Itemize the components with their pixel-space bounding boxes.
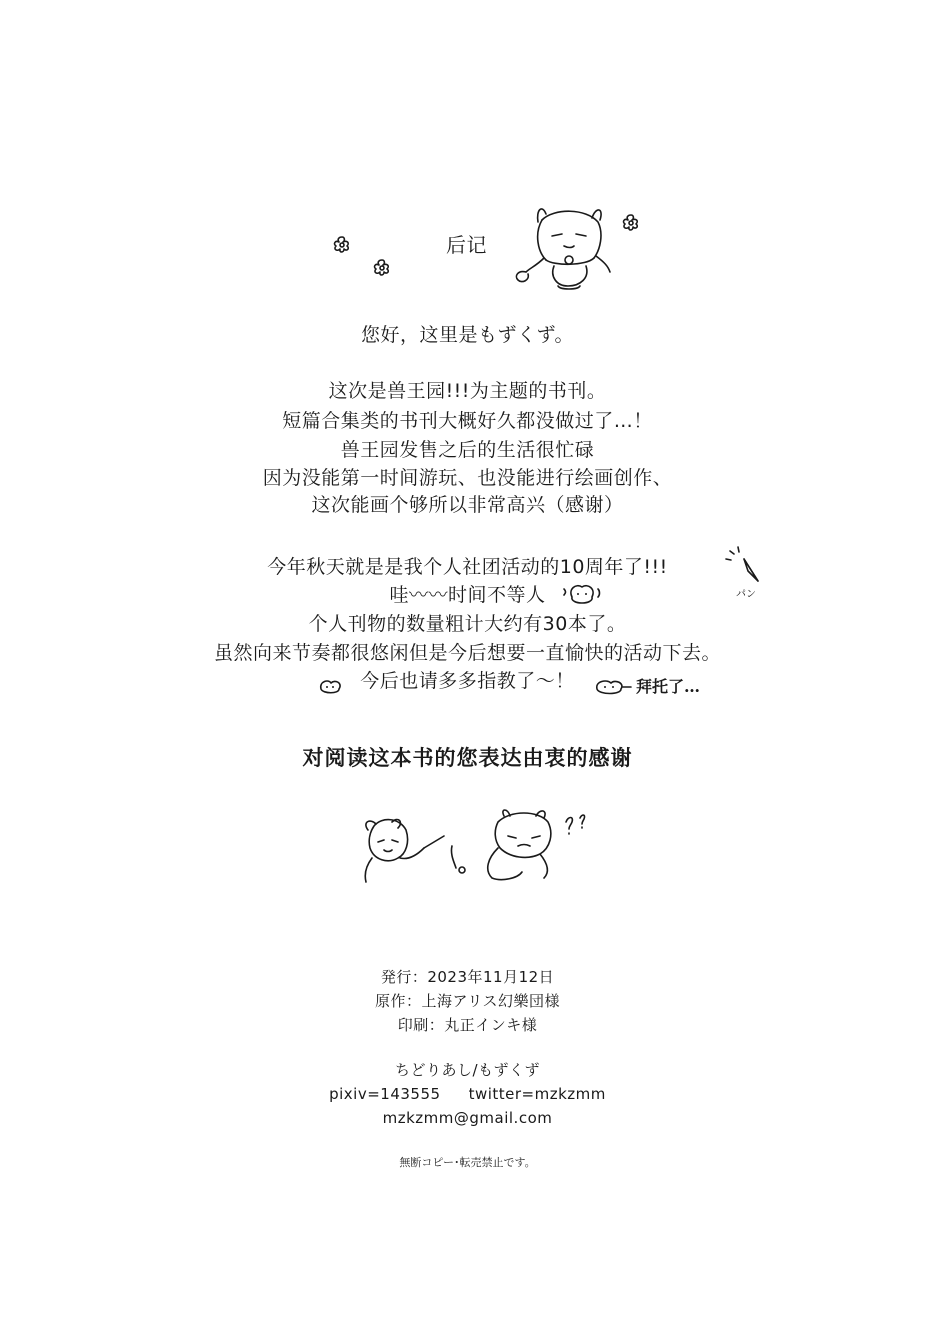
- paragraph-line: 个人刊物的数量粗计大约有30本了。: [308, 613, 627, 635]
- paragraph-line: 兽王园发售之后的生活很忙碌: [340, 439, 595, 461]
- blob-face-icon: [562, 581, 602, 609]
- character-doodle: [508, 200, 616, 292]
- party-popper-icon: [724, 545, 764, 585]
- circle-name: ちどりあし/もずくず: [394, 1061, 541, 1079]
- social-accounts: [0, 1082, 935, 1106]
- character-doodle: [352, 808, 602, 888]
- paragraph-line: 哇〰〰时间不等人: [389, 584, 546, 606]
- paragraph-line: 今年秋天就是是我个人社团活动的10周年了!!!: [267, 556, 668, 578]
- page-title: 后记: [446, 233, 487, 257]
- pixiv-id: pixiv=143555: [329, 1085, 441, 1103]
- paragraph-line: 虽然向来节奏都很悠闲但是今后想要一直愉快的活动下去。: [213, 642, 721, 664]
- sfx-pan: パン: [736, 589, 756, 600]
- twitter-id: twitter=mzkzmm: [468, 1085, 606, 1103]
- copy-notice: 無断コピー･転売禁止です。: [399, 1156, 536, 1169]
- thanks-line: 对阅读这本书的您表达由衷的感谢: [302, 745, 633, 770]
- paragraph-line: 这次是兽王园!!!为主题的书刊。: [328, 380, 607, 402]
- flower-icon: [620, 212, 642, 234]
- flower-icon: [371, 257, 393, 279]
- flower-icon: [331, 234, 353, 256]
- sfx-bai: 拜托了…: [636, 677, 701, 696]
- email: mzkzmm@gmail.com: [382, 1109, 553, 1127]
- paragraph-line: 这次能画个够所以非常高兴（感谢）: [311, 494, 624, 516]
- blob-face-icon: [317, 677, 343, 695]
- greeting: 您好，这里是もずくず。: [361, 324, 574, 346]
- issue-date: 発行：2023年11月12日: [380, 968, 555, 986]
- printer: 印刷：丸正インキ様: [397, 1016, 538, 1034]
- paragraph-line: 短篇合集类的书刊大概好久都没做过了…！: [282, 410, 653, 432]
- paragraph-line: 因为没能第一时间游玩、也没能进行绘画创作、: [262, 467, 673, 489]
- blob-face-icon: [593, 675, 633, 697]
- paragraph-line: 今后也请多多指教了〜！: [360, 670, 575, 692]
- original-work: 原作：上海アリス幻樂団様: [374, 992, 561, 1010]
